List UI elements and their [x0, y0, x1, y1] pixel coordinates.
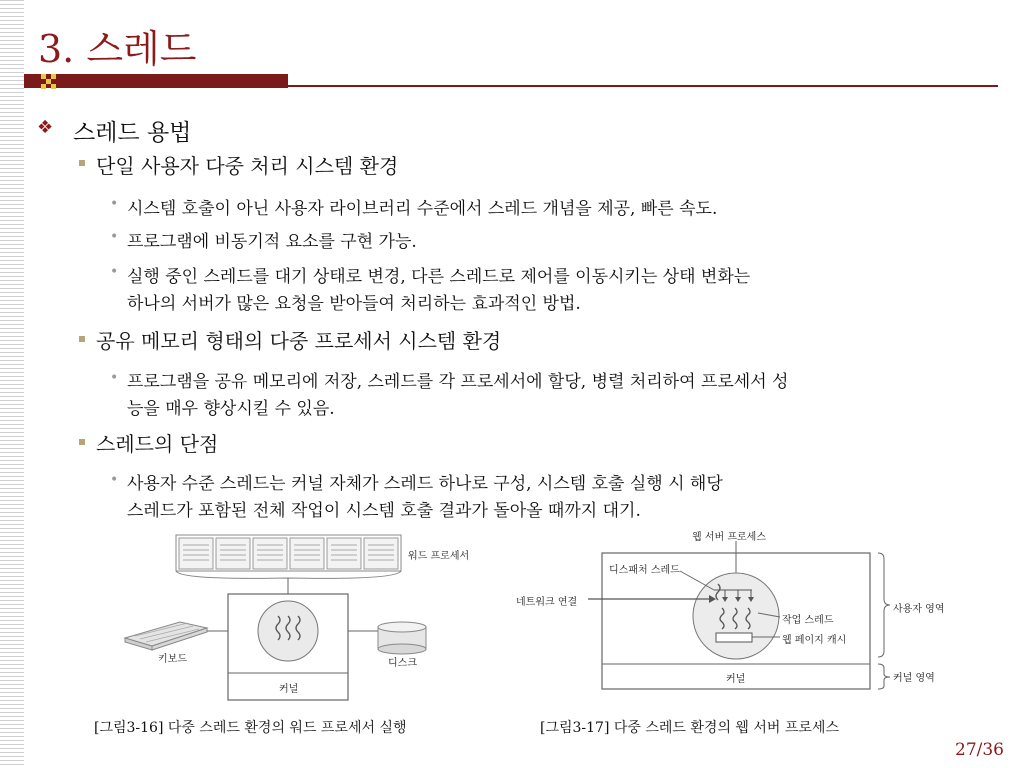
network-connection-label: 네트워크 연결 — [516, 597, 578, 608]
disk-icon — [378, 622, 426, 654]
user-area-label: 사용자 영역 — [893, 604, 945, 615]
diamond-bullet-icon: ❖ — [37, 117, 54, 138]
bullet-text-cont: 스레드가 포함된 전체 작업이 시스템 호출 결과가 돌아올 때까지 대기. — [127, 501, 641, 521]
kernel-label: 커널 — [279, 684, 299, 695]
subsection-title: 공유 메모리 형태의 다중 프로세서 시스템 환경 — [96, 329, 502, 353]
webserver-kernel-label: 커널 — [726, 674, 746, 685]
subsection-title: 스레드의 단점 — [96, 432, 219, 456]
slide-title: 3. 스레드 — [38, 27, 197, 71]
bullet-text-cont: 능을 매우 향상시킬 수 있음. — [127, 399, 335, 419]
cache-rect — [716, 633, 752, 642]
dot-bullet-icon: • — [110, 472, 119, 488]
bullet-text-cont: 하나의 서버가 많은 요청을 받아들여 처리하는 효과적인 방법. — [127, 294, 581, 314]
figure-caption-17: [그림3-17] 다중 스레드 환경의 웹 서버 프로세스 — [540, 720, 839, 736]
web-page-cache-label: 웹 페이지 캐시 — [782, 635, 847, 646]
bullet-text: 실행 중인 스레드를 대기 상태로 변경, 다른 스레드로 제어를 이동시키는 상태 변화는 — [127, 267, 751, 287]
disk-label: 디스크 — [388, 658, 417, 669]
thread-circle — [258, 601, 318, 661]
document-pages-icon — [176, 535, 401, 578]
worker-thread-label: 작업 스레드 — [782, 615, 834, 626]
subsection-title: 단일 사용자 다중 처리 시스템 환경 — [96, 154, 399, 178]
bullet-text: 프로그램에 비동기적 요소를 구현 가능. — [127, 232, 417, 252]
page-number: 27/36 — [955, 740, 1004, 760]
figure-caption-16: [그림3-16] 다중 스레드 환경의 워드 프로세서 실행 — [94, 720, 407, 736]
dot-bullet-icon: • — [110, 370, 119, 386]
dot-bullet-icon: • — [110, 196, 119, 212]
dot-bullet-icon: • — [110, 264, 119, 280]
dispatcher-thread-label: 디스패처 스레드 — [609, 565, 680, 576]
word-processor-label: 워드 프로세서 — [408, 551, 470, 562]
bullet-text: 프로그램을 공유 메모리에 저장, 스레드를 각 프로세서에 할당, 병렬 처리하여 프로세서 성 — [127, 372, 789, 392]
bullet-text: 사용자 수준 스레드는 커널 자체가 스레드 하나로 구성, 시스템 호출 실행 시 해당 — [127, 474, 723, 494]
dot-bullet-icon: • — [110, 229, 119, 245]
keyboard-label: 키보드 — [158, 654, 187, 665]
user-area-brace — [878, 553, 890, 657]
kernel-area-brace — [878, 664, 890, 689]
bullet-text: 시스템 호출이 아닌 사용자 라이브러리 수준에서 스레드 개념을 제공, 빠른 속도. — [127, 199, 718, 219]
webserver-process-label: 웹 서버 프로세스 — [692, 532, 766, 543]
kernel-area-label: 커널 영역 — [893, 673, 935, 684]
section-heading: 스레드 용법 — [73, 120, 192, 146]
keyboard-icon — [125, 622, 207, 650]
